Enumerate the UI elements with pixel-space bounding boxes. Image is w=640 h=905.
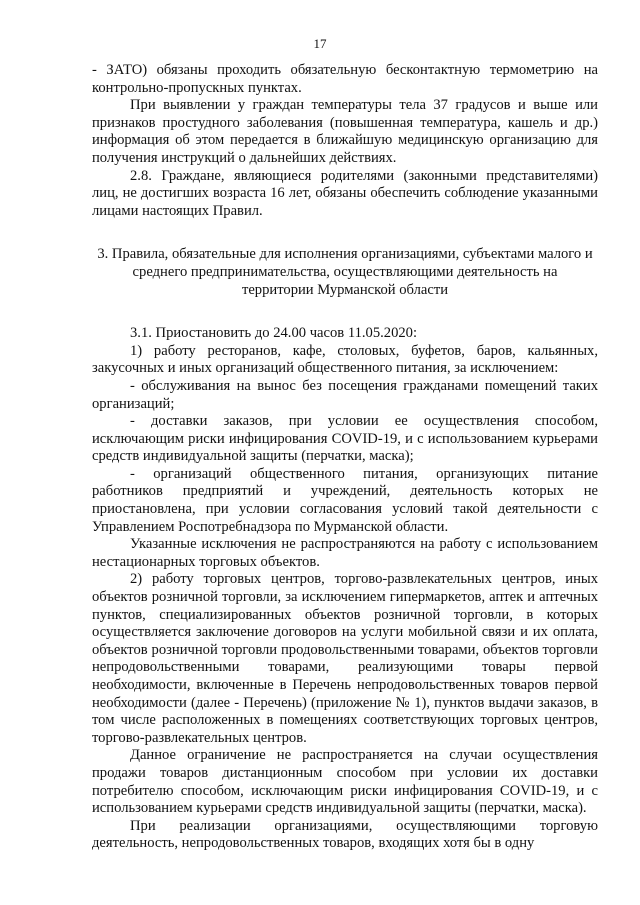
paragraph: При выявлении у граждан температуры тела 37 градусов и выше или признаков простудного заболевания (повышенная температура, кашель и др.) информация об этом передается в ближайшую медицинскую организацию для получения инструкций о дальнейших действиях. <box>92 97 598 166</box>
paragraph: При реализации организациями, осуществляющими торговую деятельность, непродовольственных товаров, входящих хотя бы в одну <box>92 817 598 852</box>
paragraph: Указанные исключения не распространяются на работу с использованием нестационарных торговых объектов. <box>92 536 598 570</box>
paragraph: Данное ограничение не распространяется на случаи осуществления продажи товаров дистанционным способом при условии их доставки потребителю способом, исключающим риски инфицирования COVID-19, и с использованием курьерами средств индивидуальной защиты (перчатки, маска). <box>92 747 598 817</box>
paragraph: 2.8. Граждане, являющиеся родителями (законными представителями) лиц, не достигших возраста 16 лет, обязаны обеспечить соблюдение указанными лицами настоящих Правил. <box>92 167 598 219</box>
document-body <box>92 62 598 853</box>
paragraph: - ЗАТО) обязаны проходить обязательную бесконтактную термометрию на контрольно-пропускных пунктах. <box>92 62 598 96</box>
list-item: - обслуживания на вынос без посещения гражданами помещений таких организаций; <box>92 377 598 412</box>
list-item: - организаций общественного питания, организующих питание работников предприятий и учреждений, деятельность которых не приостановлена, при условии согласования условий такой деятельности с Управлением Роспотребнадзора по Мурманской области. <box>92 465 598 535</box>
page-number: 17 <box>313 36 327 51</box>
paragraph: 1) работу ресторанов, кафе, столовых, буфетов, баров, кальянных, закусочных и иных организаций общественного питания, за исключением: <box>92 342 598 377</box>
paragraph: 3.1. Приостановить до 24.00 часов 11.05.2020: <box>130 325 418 342</box>
section-heading: 3. Правила, обязательные для исполнения организациями, субъектами малого и среднего предпринимательства, осуществляющими деятельность на территории Мурманской области <box>97 246 593 298</box>
paragraph: 2) работу торговых центров, торгово-развлекательных центров, иных объектов розничной торговли, за исключением гипермаркетов, аптек и аптечных пунктов, специализированных объектов розничной торговли, в которых осуществляется заключение договоров на услуги мобильной связи и их оплата, объектов розничной торговли продовольственными товарами, объектов торговли непродовольственными товарами, реализующими товары первой необходимости, включенные в Перечень непродовольственных товаров первой необходимости (далее - Перечень) (приложение № 1), пунктов выдачи заказов, в том числе расположенных в помещениях соответствующих торговых центров, торгово-развлекательных центров. <box>92 571 598 746</box>
list-item: - доставки заказов, при условии ее осуществления способом, исключающим риски инфицирования COVID-19, и с использованием курьерами средств индивидуальной защиты (перчатки, маска); <box>92 413 598 465</box>
